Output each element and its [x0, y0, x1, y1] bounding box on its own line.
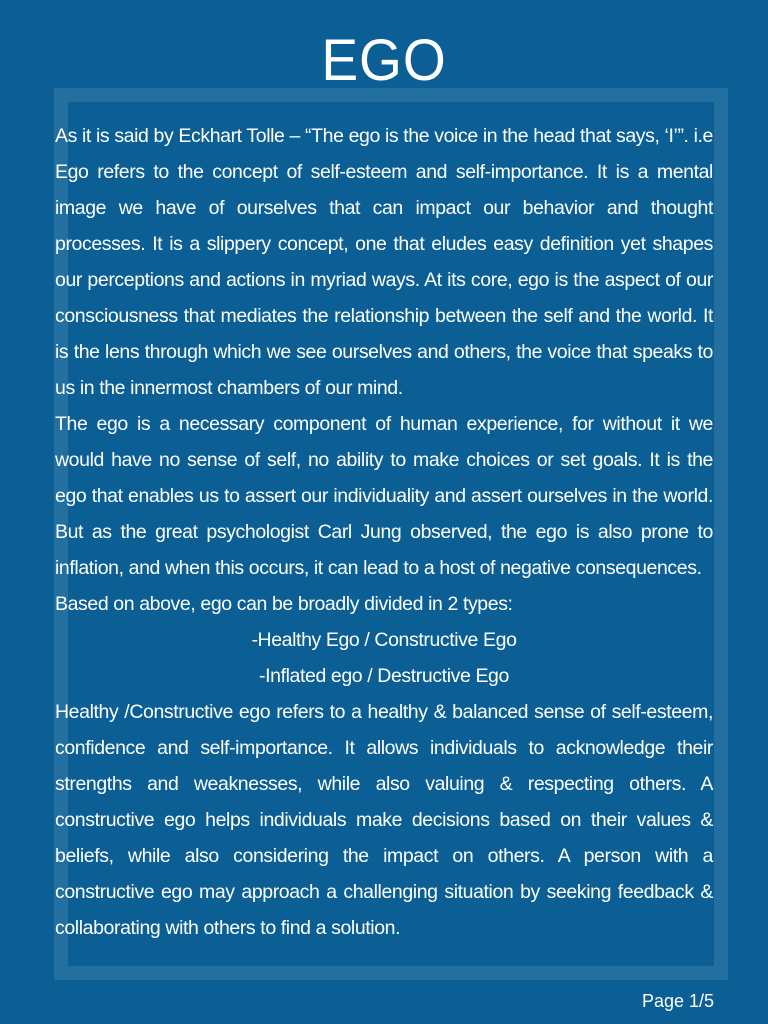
paragraph-types-intro: Based on above, ego can be broadly divided in 2 types:: [55, 593, 513, 615]
page-title: EGO: [321, 28, 447, 93]
ego-type-healthy: -Healthy Ego / Constructive Ego: [251, 629, 517, 651]
page-number: Page 1/5: [641, 991, 714, 1011]
ego-type-inflated: -Inflated ego / Destructive Ego: [259, 665, 509, 687]
paragraph-intro: As it is said by Eckhart Tolle – “The ego is the voice in the head that says, ‘I’”. i.e Ego refers to the concept of self-esteem and self-importance. It is a mental image we have of ourselves that can impact our behavior and thought processes. It is a slippery concept, one that eludes easy definition yet shapes our perceptions and actions in myriad ways. At its core, ego is the aspect of our consciousness that mediates the relationship between the self and the world. It is the lens through which we see ourselves and others, the voice that speaks to us in the innermost chambers of our mind.: [55, 125, 713, 399]
paragraph-necessary: The ego is a necessary component of human experience, for without it we would have no sense of self, no ability to make choices or set goals. It is the ego that enables us to assert our individuality and assert ourselves in the world. But as the great psychologist Carl Jung observed, the ego is also prone to inflation, and when this occurs, it can lead to a host of negative consequences.: [55, 413, 713, 579]
paragraph-healthy: Healthy /Constructive ego refers to a healthy & balanced sense of self-esteem, confidence and self-importance. It allows individuals to acknowledge their strengths and weaknesses, while also valuing & respecting others. A constructive ego helps individuals make decisions based on their values & beliefs, while also considering the impact on others. A person with a constructive ego may approach a challenging situation by seeking feedback & collaborating with others to find a solution.: [55, 701, 713, 939]
body-text: [55, 118, 713, 946]
